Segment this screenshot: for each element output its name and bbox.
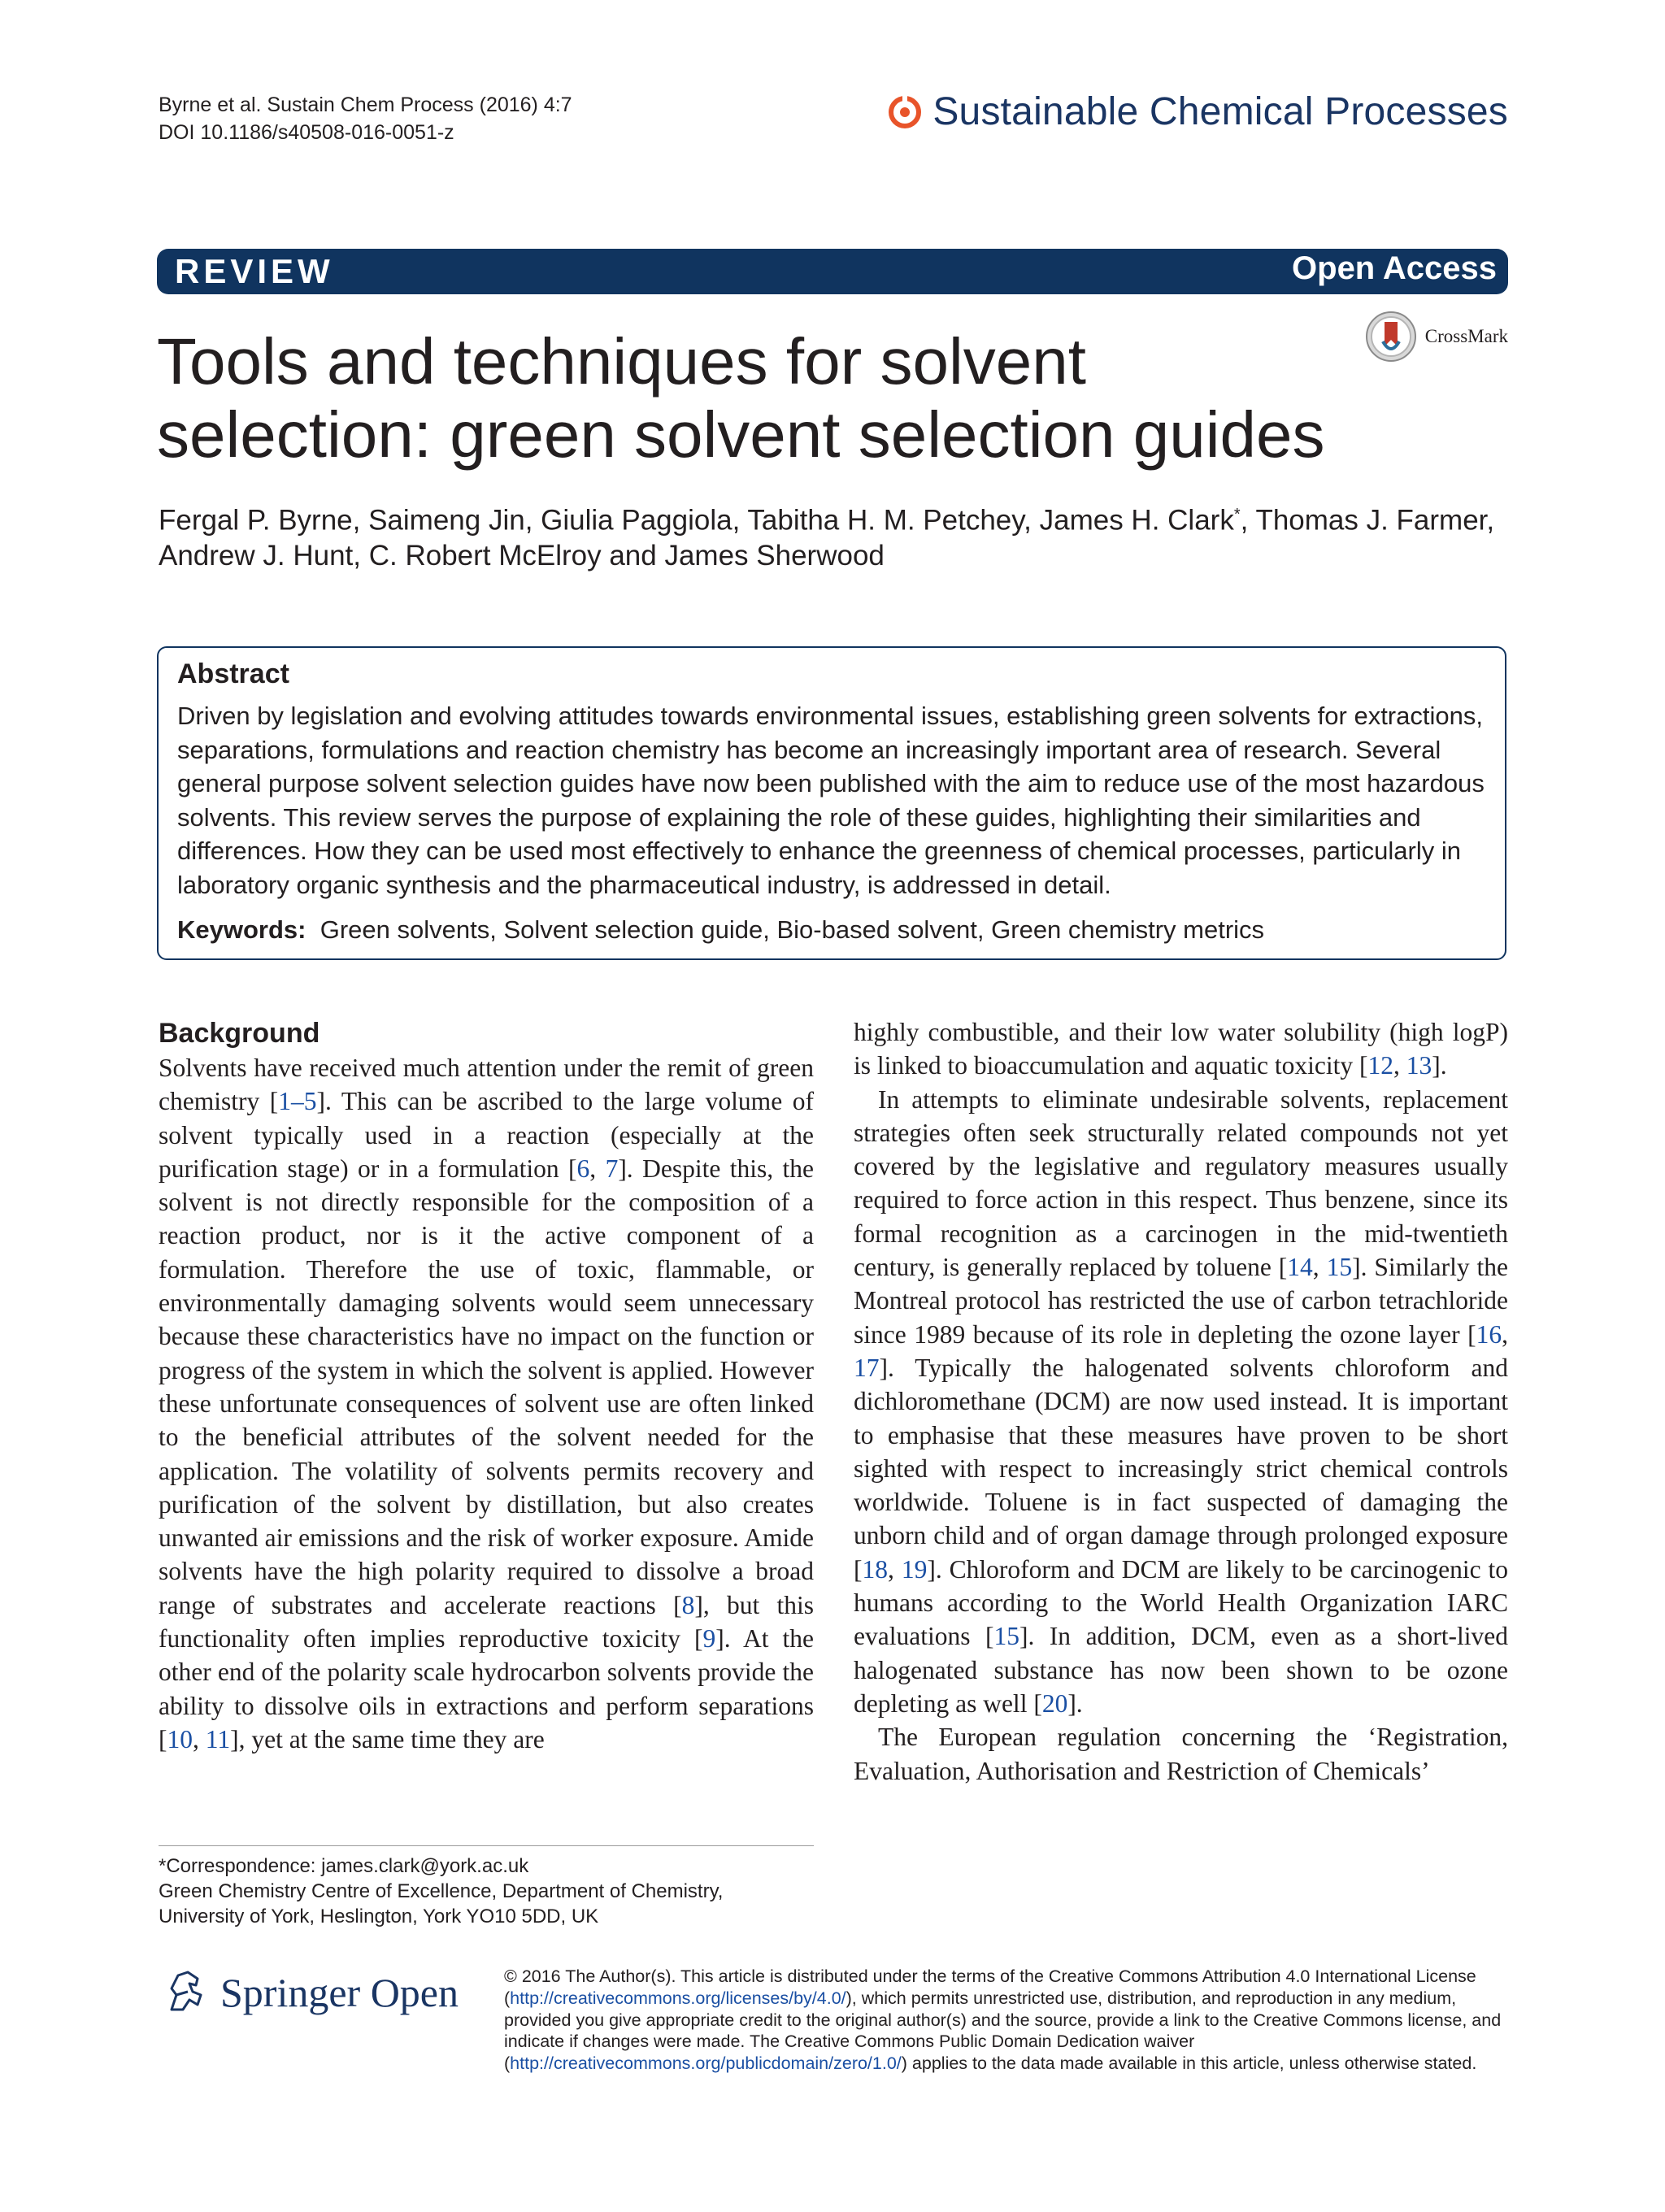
body-text: ]. xyxy=(1432,1051,1447,1080)
citation-link[interactable]: 8 xyxy=(681,1590,695,1619)
abstract-heading: Abstract xyxy=(177,658,289,689)
body-text: , xyxy=(193,1724,206,1754)
journal-name: Sustainable Chemical Processes xyxy=(932,90,1508,133)
citation-link[interactable]: 18 xyxy=(862,1554,888,1584)
article-type-banner xyxy=(157,249,1508,294)
body-text: ]. Despite this, the solvent is not directly responsible for the composition of a reaction product, nor is it the active component of a formulation. Therefore the use of toxic, flammable, or environmentally damaging solvents would seem unnecessary because these characteristics have no impact on the function or progress of the system in which the solvent is applied. However these unfortunate consequences of solvent use are often linked to the beneficial attributes of the solvent needed for the application. The volatility of solvents permits recovery and purification of the solvent by distillation, but also creates unwanted air emissions and the risk of worker exposure. Amide solvents have the high polarity required to dissolve a broad range of substrates and accelerate reactions [ xyxy=(159,1154,814,1619)
section-heading-background: Background xyxy=(159,1018,320,1049)
citation-link[interactable]: 19 xyxy=(901,1554,928,1584)
author-list xyxy=(159,498,1500,573)
body-text: , xyxy=(1393,1051,1406,1080)
citation-link[interactable]: 12 xyxy=(1367,1051,1393,1080)
publisher-name-part: Springer xyxy=(220,1970,361,2015)
body-text: In attempts to eliminate undesirable solvents, replacement strategies often seek structurally related compounds not yet covered by the legislative and regulatory measures usually required to force action in this respect. Thus benzene, since its formal recognition as a carcinogen in the mid-twentieth century, is generally replaced by toluene [ xyxy=(854,1084,1508,1282)
citation-link[interactable]: 15 xyxy=(993,1622,1019,1651)
journal-header[interactable] xyxy=(889,89,1508,134)
open-access-label: Open Access xyxy=(1292,250,1497,286)
body-text: , xyxy=(1502,1319,1508,1349)
affiliation-line: University of York, Heslington, York YO10 5DD, UK xyxy=(159,1906,599,1927)
citation-link[interactable]: 9 xyxy=(702,1624,716,1654)
body-text: ], but this functionality often implies reproductive toxicity [ xyxy=(159,1590,814,1654)
license-text: ) applies to the data made available in this article, unless otherwise stated. xyxy=(901,2053,1477,2074)
crossmark-label: CrossMark xyxy=(1424,326,1508,346)
body-column-right xyxy=(854,1015,1508,1788)
authors-text: , Thomas J. Farmer, Andrew J. Hunt, C. Robert McElroy and James Sherwood xyxy=(159,504,1495,571)
citation-link[interactable]: 14 xyxy=(1287,1253,1313,1282)
publisher-name-part: Open xyxy=(370,1970,459,2015)
corresponding-author-mark: * xyxy=(1233,506,1241,524)
body-text: , xyxy=(589,1154,606,1183)
affiliation-line: Green Chemistry Centre of Excellence, Department of Chemistry, xyxy=(159,1880,724,1902)
citation-link[interactable]: 16 xyxy=(1476,1319,1502,1349)
article-type-label: REVIEW xyxy=(175,252,334,290)
body-text: ]. In addition, DCM, even as a short-lived halogenated substance has now been shown to be ozone depleting as well [ xyxy=(854,1622,1508,1718)
footnote-divider xyxy=(159,1845,814,1846)
citation-link[interactable]: 1–5 xyxy=(278,1087,317,1116)
body-text: , xyxy=(1312,1253,1327,1282)
springer-horse-icon xyxy=(160,1967,211,2018)
license-text: ), which permits unrestricted use, distribution, and reproduction in any medium, provided you give appropriate credit to the original author(s) and the source, provide a link to the Creative Commons license, and indicate if changes were made. The Creative Commons Public Domain Dedication waiver ( xyxy=(504,1988,1502,2074)
license-statement xyxy=(504,1966,1512,2075)
citation-block xyxy=(159,91,572,146)
correspondence-footnote xyxy=(159,1853,814,1929)
keywords-line xyxy=(177,914,1494,946)
body-text: ], yet at the same time they are xyxy=(230,1724,545,1754)
citation-link[interactable]: 7 xyxy=(605,1154,619,1183)
body-text: , xyxy=(888,1554,902,1584)
citation-link[interactable]: 13 xyxy=(1406,1051,1432,1080)
authors-text: Fergal P. Byrne, Saimeng Jin, Giulia Paggiola, Tabitha H. M. Petchey, James H. Clark xyxy=(159,504,1234,537)
body-text: ]. Chloroform and DCM are likely to be carcinogenic to humans according to the World Health Organization IARC evaluations [ xyxy=(854,1554,1509,1651)
citation-line: Byrne et al. Sustain Chem Process (2016) 4:7 xyxy=(159,93,572,116)
citation-link[interactable]: 6 xyxy=(576,1154,590,1183)
citation-link[interactable]: 20 xyxy=(1041,1688,1068,1718)
body-text: ]. At the other end of the polarity scale hydrocarbon solvents provide the ability to dissolve oils in extractions and perform separations [ xyxy=(159,1624,814,1754)
doi-line: DOI 10.1186/s40508-016-0051-z xyxy=(159,121,454,144)
citation-link[interactable]: 17 xyxy=(854,1353,880,1382)
body-paragraph: The European regulation concerning the ‘Registration, Evaluation, Authorisation and Restriction of Chemicals’ xyxy=(854,1723,1508,1785)
body-paragraph xyxy=(854,1015,1508,1083)
journal-logo-icon xyxy=(889,96,921,128)
body-column-left xyxy=(159,1015,814,1756)
publisher-name xyxy=(220,1969,459,2016)
body-paragraph xyxy=(854,1083,1508,1721)
citation-link[interactable]: 10 xyxy=(167,1724,193,1754)
body-text: ]. This can be ascribed to the large volume of solvent typically used in a reaction (especially at the purification stage) or in a formulation [ xyxy=(159,1087,814,1183)
body-text: ]. Typically the halogenated solvents chloroform and dichloromethane (DCM) are now used instead. It is important to emphasise that these measures have proven to be short sighted with respect to increasingly strict chemical controls worldwide. Toluene is in fact suspected of damaging the unborn child and of organ damage through prolonged exposure [ xyxy=(854,1353,1508,1584)
citation-link[interactable]: 11 xyxy=(205,1724,231,1754)
body-text: ]. xyxy=(1067,1688,1083,1718)
publisher-logo[interactable] xyxy=(160,1967,459,2018)
body-text: Solvents have received much attention under the remit of green chemistry [ xyxy=(159,1054,814,1116)
abstract-text: Driven by legislation and evolving attitudes towards environmental issues, establishing green solvents for extractions, separations, formulations and reaction chemistry has become an increasingly important area of research. Several general purpose solvent selection guides have now been published with the aim to reduce use of the most hazardous solvents. This review serves the purpose of explaining the role of these guides, highlighting their similarities and differences. How they can be used most effectively to enhance the greenness of chemical processes, particularly in laboratory organic synthesis and the pharmaceutical industry, is addressed in detail. xyxy=(177,702,1485,899)
keywords-text: Green solvents, Solvent selection guide, Bio-based solvent, Green chemistry metrics xyxy=(320,915,1265,944)
keywords-label: Keywords: xyxy=(177,915,306,944)
license-text: © 2016 The Author(s). This article is distributed under the terms of the Creative Commons Attribution 4.0 International License ( xyxy=(504,1966,1476,2008)
body-text: highly combustible, and their low water solubility (high logP) is linked to bioaccumulation and aquatic toxicity [ xyxy=(854,1018,1508,1080)
crossmark-badge[interactable] xyxy=(1365,311,1508,363)
body-paragraph xyxy=(159,1051,814,1756)
license-link[interactable]: http://creativecommons.org/licenses/by/4.0/ xyxy=(510,1988,846,2008)
waiver-link[interactable]: http://creativecommons.org/publicdomain/zero/1.0/ xyxy=(510,2053,902,2074)
body-text: ]. Similarly the Montreal protocol has restricted the use of carbon tetrachloride since 1989 because of its role in depleting the ozone layer [ xyxy=(854,1253,1508,1349)
correspondence-email[interactable]: *Correspondence: james.clark@york.ac.uk xyxy=(159,1855,529,1877)
article-title: Tools and techniques for solvent selection: green solvent selection guides xyxy=(157,325,1325,471)
citation-link[interactable]: 15 xyxy=(1326,1253,1353,1282)
